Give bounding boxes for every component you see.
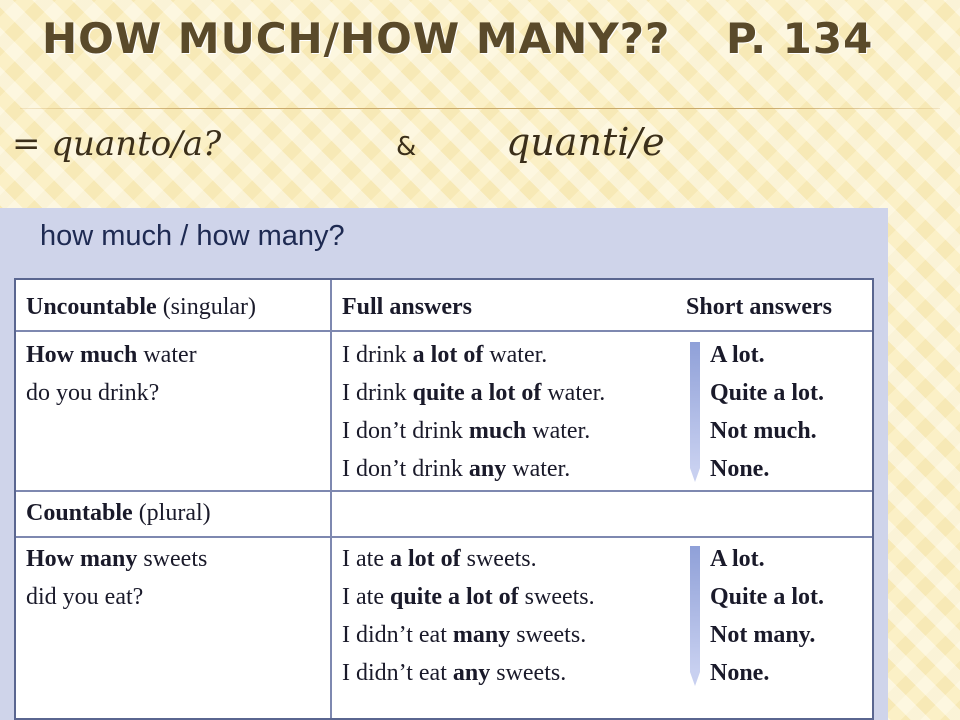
full-answers-countable xyxy=(342,540,595,692)
page-reference: P. 134 xyxy=(726,14,874,63)
slide-title xyxy=(42,14,922,74)
translation-singular: = quanto/a? xyxy=(12,124,222,164)
list-item: I didn’t eat any sweets. xyxy=(342,660,567,686)
list-item: None. xyxy=(710,456,770,482)
translation-ampersand: & xyxy=(396,132,417,162)
list-item: A lot. xyxy=(710,546,765,572)
scale-marker xyxy=(690,342,700,468)
header-uncountable: Uncountable (singular) xyxy=(26,294,256,320)
list-item: I ate a lot of sweets. xyxy=(342,546,537,572)
grammar-table xyxy=(14,278,874,720)
header-full-answers: Full answers xyxy=(342,294,473,320)
row-divider xyxy=(16,536,872,538)
question-how-many: How many sweets did you eat? xyxy=(26,546,208,610)
column-divider xyxy=(330,280,332,718)
slide-title-text: HOW MUCH/HOW MANY?? xyxy=(42,14,671,63)
list-item: I don’t drink any water. xyxy=(342,456,571,482)
translation-plural: quanti/e xyxy=(506,120,665,164)
list-item: Quite a lot. xyxy=(710,584,824,610)
list-item: I drink a lot of water. xyxy=(342,342,548,368)
list-item: Not much. xyxy=(710,418,817,444)
list-item: I drink quite a lot of water. xyxy=(342,380,606,406)
list-item: I don’t drink much water. xyxy=(342,418,591,444)
list-item: None. xyxy=(710,660,770,686)
textbook-excerpt xyxy=(0,208,888,720)
row-divider xyxy=(16,490,872,492)
question-how-much: How much water do you drink? xyxy=(26,342,197,406)
title-divider xyxy=(20,108,940,109)
short-answers-uncountable xyxy=(710,336,824,488)
scale-marker xyxy=(690,546,700,672)
list-item: Quite a lot. xyxy=(710,380,824,406)
full-answers-uncountable xyxy=(342,336,605,488)
list-item: Not many. xyxy=(710,622,816,648)
list-item: A lot. xyxy=(710,342,765,368)
short-answers-countable xyxy=(710,540,824,692)
list-item: I ate quite a lot of sweets. xyxy=(342,584,595,610)
textbook-heading: how much / how many? xyxy=(40,220,345,252)
row-divider xyxy=(16,330,872,332)
list-item: I didn’t eat many sweets. xyxy=(342,622,587,648)
header-short-answers: Short answers xyxy=(686,294,833,320)
header-countable: Countable (plural) xyxy=(26,500,211,526)
